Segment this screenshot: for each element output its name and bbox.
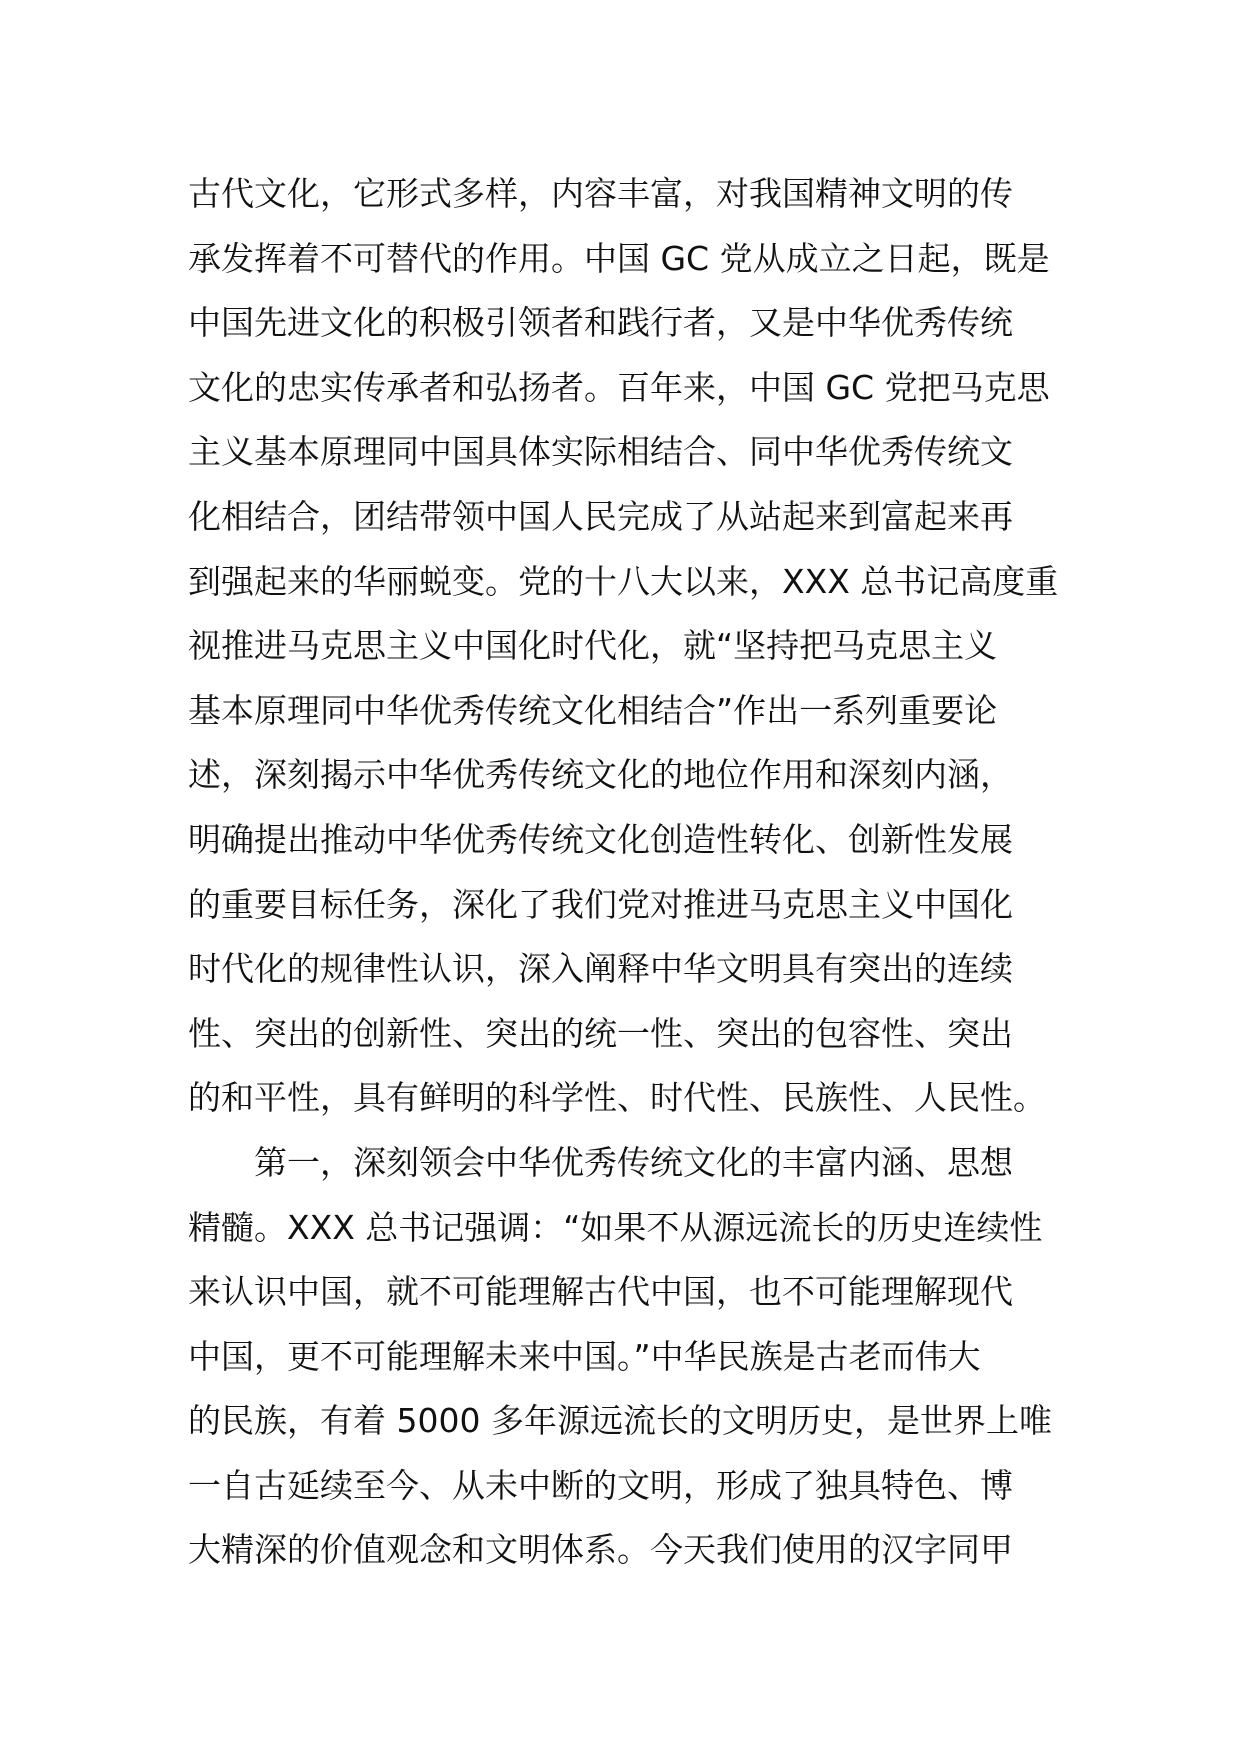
text-line: 大精深的价值观念和文明体系。今天我们使用的汉字同甲 (188, 1530, 1013, 1570)
text-line: 视推进马克思主义中国化时代化，就“坚持把马克思主义 (188, 626, 998, 666)
text-line: 的民族，有着 5000 多年源远流长的文明历史，是世界上唯 (188, 1401, 1052, 1441)
text-line: 明确提出推动中华优秀传统文化创造性转化、创新性发展 (188, 819, 1013, 859)
body-text (188, 162, 1058, 1583)
text-line: 中国先进文化的积极引领者和践行者，又是中华优秀传统 (188, 303, 1013, 343)
text-line: 精髓。XXX 总书记强调：“如果不从源远流长的历史连续性 (188, 1207, 1043, 1247)
text-line: 中国，更不可能理解未来中国。”中华民族是古老而伟大 (188, 1336, 981, 1376)
paragraph (188, 162, 1058, 1131)
text-line: 承发挥着不可替代的作用。中国 GC 党从成立之日起，既是 (188, 238, 1050, 278)
paragraph (188, 1131, 1058, 1583)
text-line: 一自古延续至今、从未中断的文明，形成了独具特色、博 (188, 1465, 1013, 1505)
text-line: 性、突出的创新性、突出的统一性、突出的包容性、突出 (188, 1013, 1013, 1053)
text-line: 述，深刻揭示中华优秀传统文化的地位作用和深刻内涵， (188, 755, 1013, 795)
text-line: 古代文化，它形式多样，内容丰富，对我国精神文明的传 (188, 174, 1013, 213)
text-line: 时代化的规律性认识，深入阐释中华文明具有突出的连续 (188, 949, 1013, 989)
text-line: 来认识中国，就不可能理解古代中国，也不可能理解现代 (188, 1272, 1013, 1312)
text-line: 文化的忠实传承者和弘扬者。百年来，中国 GC 党把马克思 (188, 367, 1050, 407)
text-line: 基本原理同中华优秀传统文化相结合”作出一系列重要论 (188, 690, 998, 730)
text-line: 的重要目标任务，深化了我们党对推进马克思主义中国化 (188, 884, 1013, 924)
text-line: 的和平性，具有鲜明的科学性、时代性、民族性、人民性。 (188, 1078, 1046, 1118)
text-line: 主义基本原理同中国具体实际相结合、同中华优秀传统文 (188, 432, 1013, 472)
text-line: 化相结合，团结带领中国人民完成了从站起来到富起来再 (188, 496, 1013, 536)
text-line-indented: 第一，深刻领会中华优秀传统文化的丰富内涵、思想 (254, 1142, 1013, 1182)
text-line: 到强起来的华丽蜕变。党的十八大以来，XXX 总书记高度重 (188, 561, 1058, 601)
